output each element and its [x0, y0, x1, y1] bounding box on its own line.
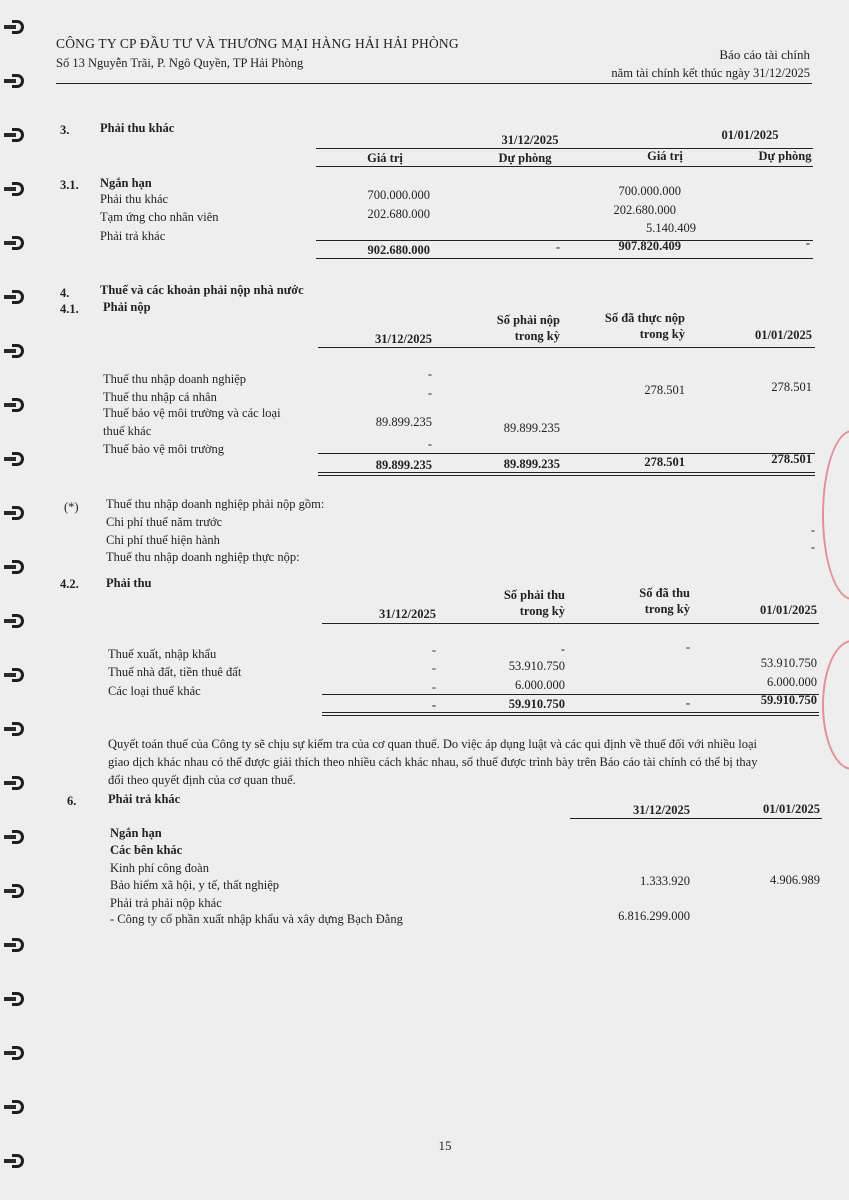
- paragraph-line: giao dịch khác nhau có thể được giải thích theo nhiều cách khác nhau, số thuế được trình bày trên Báo cáo tài chính có thể bị thay: [108, 755, 758, 769]
- subsection-title: Ngắn hạn: [100, 176, 152, 190]
- note-value: -: [810, 523, 815, 537]
- table-rule: [318, 472, 815, 473]
- row-label: thuế khác: [103, 424, 152, 438]
- header-divider: [56, 83, 812, 84]
- section-title: Phải thu khác: [100, 121, 175, 135]
- column-header: Dự phòng: [758, 149, 812, 163]
- company-address: Số 13 Nguyễn Trãi, P. Ngô Quyền, TP Hải Phòng: [56, 56, 304, 70]
- total-value: 278.501: [771, 452, 812, 466]
- row-value: 278.501: [771, 380, 812, 394]
- red-stamp-icon: [822, 430, 849, 600]
- section-number: 4.: [60, 286, 70, 300]
- column-header: 01/01/2025: [763, 802, 820, 816]
- total-value: 59.910.750: [508, 697, 565, 711]
- row-value: 6.000.000: [767, 675, 817, 689]
- row-value: 278.501: [644, 383, 685, 397]
- row-value: 89.899.235: [503, 421, 560, 435]
- column-header: 31/12/2025: [633, 803, 690, 817]
- row-value: -: [427, 386, 432, 400]
- row-label: Phải trả khác: [100, 229, 166, 243]
- table-rule: [570, 818, 822, 819]
- page-number: 15: [438, 1138, 452, 1153]
- row-value: 1.333.920: [640, 874, 690, 888]
- column-header: trong kỳ: [644, 602, 690, 616]
- section-number: 6.: [67, 794, 77, 808]
- binder-ring-icon: [4, 20, 26, 34]
- red-seal-icon: [822, 640, 849, 770]
- table-rule: [316, 166, 813, 167]
- section-number: 3.: [60, 123, 70, 137]
- total-value: -: [555, 240, 560, 254]
- row-value: -: [431, 680, 436, 694]
- total-value: 902.680.000: [367, 243, 430, 257]
- row-value: -: [685, 640, 690, 654]
- row-value: 6.816.299.000: [618, 909, 690, 923]
- total-value: 278.501: [644, 455, 685, 469]
- binder-ring-icon: [4, 182, 26, 196]
- footnote-marker: (*): [64, 500, 79, 514]
- row-value: -: [427, 437, 432, 451]
- row-label: Kinh phí công đoàn: [110, 861, 209, 875]
- row-value: -: [431, 661, 436, 675]
- row-value: 5.140.409: [646, 221, 696, 235]
- total-value: -: [805, 236, 810, 250]
- row-value: -: [427, 367, 432, 381]
- row-label: Thuế nhà đất, tiền thuê đất: [108, 665, 242, 679]
- binder-rings: [0, 0, 30, 1200]
- row-value: -: [431, 643, 436, 657]
- note-value: -: [810, 540, 815, 554]
- total-value: 59.910.750: [760, 693, 817, 707]
- row-value: 53.910.750: [760, 656, 817, 670]
- row-label: Các loại thuế khác: [108, 684, 201, 698]
- section-title: Thuế và các khoản phải nộp nhà nước: [100, 283, 304, 297]
- row-value: 700.000.000: [618, 184, 681, 198]
- column-header: Số phải nộp: [496, 313, 560, 327]
- column-header: Dự phòng: [498, 151, 552, 165]
- total-value: -: [431, 698, 436, 712]
- row-label: Thuế thu nhập cá nhân: [103, 390, 217, 404]
- binder-ring-icon: [4, 560, 26, 574]
- row-label: Thuế bảo vệ môi trường: [103, 442, 224, 456]
- binder-ring-icon: [4, 236, 26, 250]
- binder-ring-icon: [4, 1100, 26, 1114]
- paragraph-line: đổi theo quyết định của cơ quan thuế.: [108, 773, 296, 787]
- column-header: 01/01/2025: [760, 603, 817, 617]
- subsection-title: Phải thu: [106, 576, 152, 590]
- company-name: CÔNG TY CP ĐẦU TƯ VÀ THƯƠNG MẠI HÀNG HẢI HẢI PHÒNG: [56, 36, 459, 51]
- column-header: trong kỳ: [514, 329, 560, 343]
- row-label: Phải thu khác: [100, 192, 169, 206]
- total-value: 89.899.235: [503, 457, 560, 471]
- binder-ring-icon: [4, 938, 26, 952]
- subsection-title: Phải nộp: [103, 300, 151, 314]
- binder-ring-icon: [4, 830, 26, 844]
- note-line: Thuế thu nhập doanh nghiệp thực nộp:: [106, 550, 300, 564]
- column-header: 31/12/2025: [379, 607, 436, 621]
- column-header: 31/12/2025: [375, 332, 432, 346]
- report-title: Báo cáo tài chính: [719, 47, 810, 62]
- binder-ring-icon: [4, 452, 26, 466]
- column-header: trong kỳ: [519, 604, 565, 618]
- binder-ring-icon: [4, 884, 26, 898]
- binder-ring-icon: [4, 668, 26, 682]
- row-label: Thuế xuất, nhập khẩu: [108, 647, 217, 661]
- row-value: 6.000.000: [515, 678, 565, 692]
- binder-ring-icon: [4, 722, 26, 736]
- column-header: 01/01/2025: [755, 328, 812, 342]
- table-rule: [322, 715, 819, 716]
- group-heading: Các bên khác: [110, 843, 183, 857]
- binder-ring-icon: [4, 290, 26, 304]
- row-value: 53.910.750: [508, 659, 565, 673]
- column-header: Số đã thu: [639, 586, 690, 600]
- row-label: Tạm ứng cho nhân viên: [100, 210, 219, 224]
- table-rule: [318, 347, 815, 348]
- row-label: Thuế thu nhập doanh nghiệp: [103, 372, 247, 386]
- binder-ring-icon: [4, 506, 26, 520]
- note-line: Thuế thu nhập doanh nghiệp phải nộp gồm:: [106, 497, 325, 511]
- paragraph-line: Quyết toán thuế của Công ty sẽ chịu sự kiểm tra của cơ quan thuế. Do việc áp dụng luật và các qui định về thuế đối với nhiều loại: [108, 737, 757, 751]
- row-value: -: [560, 642, 565, 656]
- group-heading: Ngắn hạn: [110, 826, 162, 840]
- column-date: 31/12/2025: [501, 133, 559, 147]
- binder-ring-icon: [4, 398, 26, 412]
- binder-ring-icon: [4, 74, 26, 88]
- section-title: Phải trả khác: [108, 792, 181, 806]
- row-value: 4.906.989: [770, 873, 820, 887]
- subsection-number: 4.2.: [60, 577, 79, 591]
- column-header: Số phải thu: [503, 588, 565, 602]
- total-value: -: [685, 696, 690, 710]
- table-rule: [316, 258, 813, 259]
- column-header: Giá trị: [647, 149, 683, 163]
- row-label: Phải trả phải nộp khác: [110, 896, 222, 910]
- binder-ring-icon: [4, 128, 26, 142]
- total-value: 89.899.235: [375, 458, 432, 472]
- total-value: 907.820.409: [618, 239, 681, 253]
- binder-ring-icon: [4, 776, 26, 790]
- column-header: Giá trị: [367, 151, 403, 165]
- table-rule: [318, 475, 815, 476]
- binder-ring-icon: [4, 1154, 26, 1168]
- column-header: Số đã thực nộp: [604, 311, 685, 325]
- row-value: 89.899.235: [375, 415, 432, 429]
- row-label: Bảo hiểm xã hội, y tế, thất nghiệp: [110, 878, 280, 892]
- row-value: 202.680.000: [367, 207, 430, 221]
- binder-ring-icon: [4, 344, 26, 358]
- row-value: 202.680.000: [613, 203, 676, 217]
- table-rule: [322, 623, 819, 624]
- row-label: Thuế bảo vệ môi trường và các loại: [103, 406, 281, 420]
- subsection-number: 3.1.: [60, 178, 79, 192]
- binder-ring-icon: [4, 992, 26, 1006]
- binder-ring-icon: [4, 614, 26, 628]
- column-date: 01/01/2025: [721, 128, 779, 142]
- binder-ring-icon: [4, 1046, 26, 1060]
- note-line: Chi phí thuế năm trước: [106, 515, 223, 529]
- column-header: trong kỳ: [639, 327, 685, 341]
- row-value: 700.000.000: [367, 188, 430, 202]
- row-label: - Công ty cổ phần xuất nhập khẩu và xây dựng Bạch Đằng: [110, 912, 403, 926]
- table-rule: [322, 712, 819, 713]
- fiscal-year-note: năm tài chính kết thúc ngày 31/12/2025: [611, 66, 810, 80]
- subsection-number: 4.1.: [60, 302, 79, 316]
- note-line: Chi phí thuế hiện hành: [106, 533, 220, 547]
